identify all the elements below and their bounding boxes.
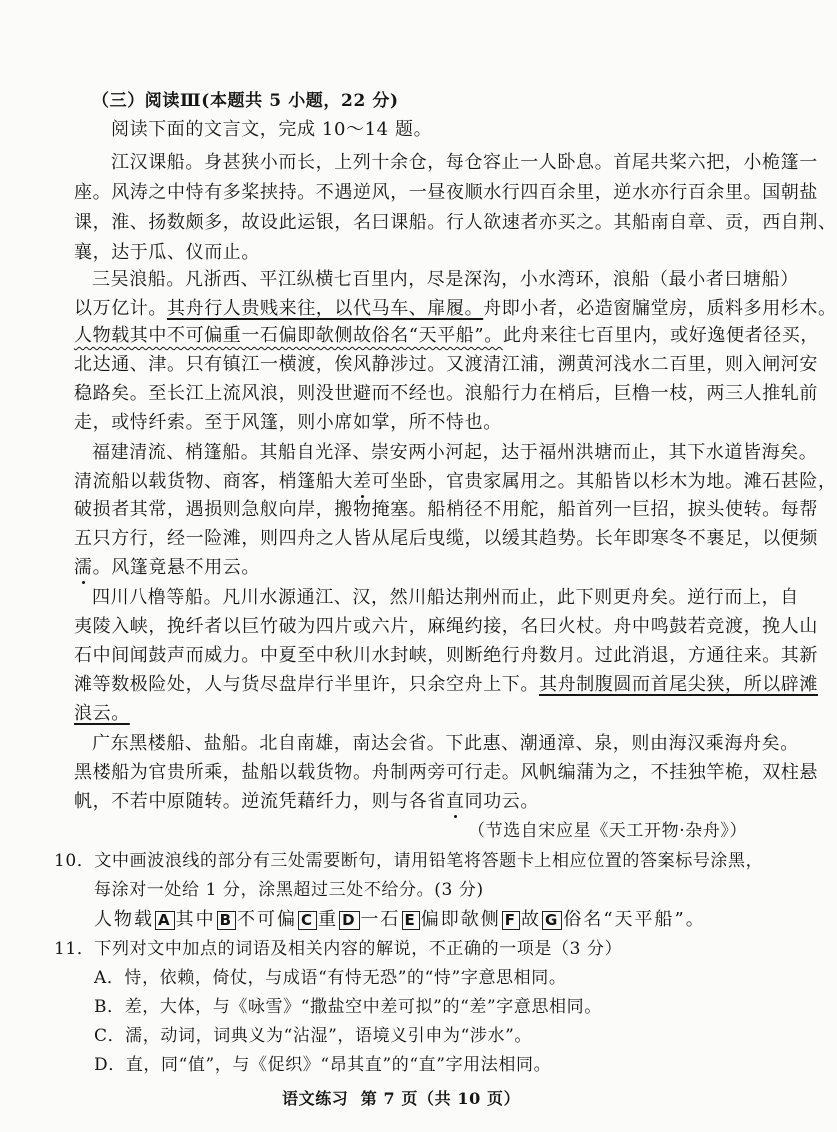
q11-option-d[interactable]: D．直，同“值”，与《促织》“昂其直”的“直”字用法相同。: [94, 1055, 552, 1075]
underlined-sentence: 其舟制腹圆而首尾尖狭，所以辟滩: [539, 674, 818, 695]
passage-line: 帆，不若中原随转。逆流凭藉纤力，则与各省直同功云。: [74, 791, 540, 812]
passage-line: 人物载其中不可偏重一石偏即欹侧故俗名“天平船”。此舟来往七百里内，或好逸便者径买，: [74, 325, 820, 346]
passage-line: 座。风涛之中恃有多桨挟持。不遇逆风，一昼夜顺水行四百余里，逆水亦行百余里。国朝盐: [74, 182, 818, 203]
passage-line: [74, 701, 130, 727]
passage-line: 石中间闻鼓声而威力。中夏至中秋川水封峡，则断绝行舟数月。过此消退，方通往来。其新: [74, 645, 818, 666]
q11-option-a[interactable]: A．恃，依赖，倚仗，与成语“有恃无恐”的“恃”字意思相同。: [94, 968, 567, 988]
passage-line: 濡。风篷竟悬不用云。: [74, 557, 261, 578]
q10-stem: 每涂对一处给 1 分，涂黑超过三处不给分。(3 分): [94, 880, 484, 900]
answer-box-e[interactable]: E: [402, 911, 420, 930]
answer-box-g[interactable]: G: [542, 911, 562, 930]
dotted-word: 直: [446, 791, 465, 812]
q11-stem: 11．下列对文中加点的词语及相关内容的解说，不正确的一项是（3 分）: [54, 939, 623, 959]
q10-stem: 10．文中画波浪线的部分有三处需要断句，请用铅笔将答题卡上相应位置的答案标号涂黑，: [54, 851, 764, 871]
answer-box-b[interactable]: B: [217, 911, 236, 930]
passage-line: 五只方行，经一险滩，则四舟之人皆从尾后曳缆，以缓其趋势。长年即寒冬不裹足，以便频: [74, 528, 818, 549]
passage-line: 四川八橹等船。凡川水源通江、汉，然川船达荆州而止，此下则更舟矣。逆行而上，自: [92, 587, 799, 608]
passage-line: 滩等数极险处，人与货尽盘岸行半里许，只余空舟上下。其舟制腹圆而首尾尖狭，所以辟滩: [74, 674, 818, 695]
wavy-underlined-sentence: 人物载其中不可偏重一石偏即欹侧故俗名“天平船”。: [74, 325, 503, 346]
passage-line: 广东黑楼船、盐船。北自南雄，南达会省。下此惠、潮通漳、泉，则由海汉乘海舟矣。: [92, 733, 799, 754]
q11-option-c[interactable]: C．濡，动词，词典义为“沾湿”，语境义引申为“涉水”。: [94, 1026, 532, 1046]
passage-line: 襄，达于瓜、仪而止。: [74, 242, 260, 263]
answer-box-c[interactable]: C: [298, 911, 317, 930]
section-instruction: 阅读下面的文言文，完成 10～14 题。: [111, 119, 433, 140]
passage-line: 黑楼船为官贵所乘，盐船以载货物。舟制两旁可行走。风帆编蒲为之，不挂独竿桅，双柱悬: [74, 762, 818, 783]
dotted-word: 濡: [74, 557, 93, 578]
answer-box-f[interactable]: F: [502, 911, 520, 930]
section-header: （三）阅读Ⅲ(本题共 5 小题，22 分): [92, 91, 399, 111]
passage-line: 课，淮、扬数颇多，故设此运银，名曰课船。行人欲速者亦买之。其船南自章、贡，西自荆、: [74, 212, 837, 233]
answer-box-a[interactable]: A: [155, 911, 175, 930]
passage-line: 三吴浪船。凡浙西、平江纵横七百里内，尽是深沟，小水湾环，浪船（最小者曰塘船）: [92, 269, 799, 290]
answer-box-d[interactable]: D: [339, 911, 359, 930]
passage-line: 走，或恃纤索。至于风篷，则小席如掌，所不恃也。: [74, 412, 502, 433]
passage-source: （节选自宋应星《天工开物·杂舟》）: [468, 821, 748, 841]
underlined-sentence: 其舟行人贵贱来往，以代马车、扉履。: [167, 298, 484, 319]
underlined-sentence: 浪云。: [74, 703, 130, 724]
passage-line: 福建清流、梢篷船。其船自光泽、崇安两小河起，达于福州洪塘而止，其下水道皆海矣。: [92, 442, 818, 463]
passage-line: 夷陵入峡，挽纤者以巨竹破为四片或六片，麻绳约接，名曰火杖。舟中鸣鼓若竞渡，挽人山: [74, 616, 818, 637]
q10-sentence: 人物载 A 其中 B 不可偏 C 重 D 一石 E 偏即欹侧 F 故 G 俗名“天平船”。: [94, 909, 706, 930]
passage-line: 稳路矣。至长江上流风浪，则没世避而不经也。浪船行力在梢后，巨橹一枝，两三人推轧前: [74, 383, 818, 404]
dotted-word: 差: [353, 471, 372, 492]
passage-line: 清流船以载货物、商客，梢篷船大差可坐卧，官贵家属用之。其船皆以杉木为地。滩石甚险，: [74, 471, 837, 492]
passage-line: 破损者其常，遇损则急舣向岸，搬物掩塞。船梢径不用舵，船首列一巨招，捩头使转。每帮: [74, 499, 818, 520]
page-footer: 语文练习 第 7 页（共 10 页）: [282, 1089, 521, 1108]
passage-line: 以万亿计。其舟行人贵贱来往，以代马车、扉履。舟即小者，必造窗牖堂房，质料多用杉木。: [74, 298, 837, 319]
passage-line: 北达通、津。只有镇江一横渡，俟风静涉过。又渡清江浦，溯黄河浅水二百里，则入闸河安: [74, 354, 818, 375]
passage-line: 江汉课船。身甚狭小而长，上列十余仓，每仓容止一人卧息。首尾共桨六把，小桅篷一: [111, 152, 818, 173]
q11-option-b[interactable]: B．差，大体，与《咏雪》“撒盐空中差可拟”的“差”字意思相同。: [94, 997, 602, 1017]
